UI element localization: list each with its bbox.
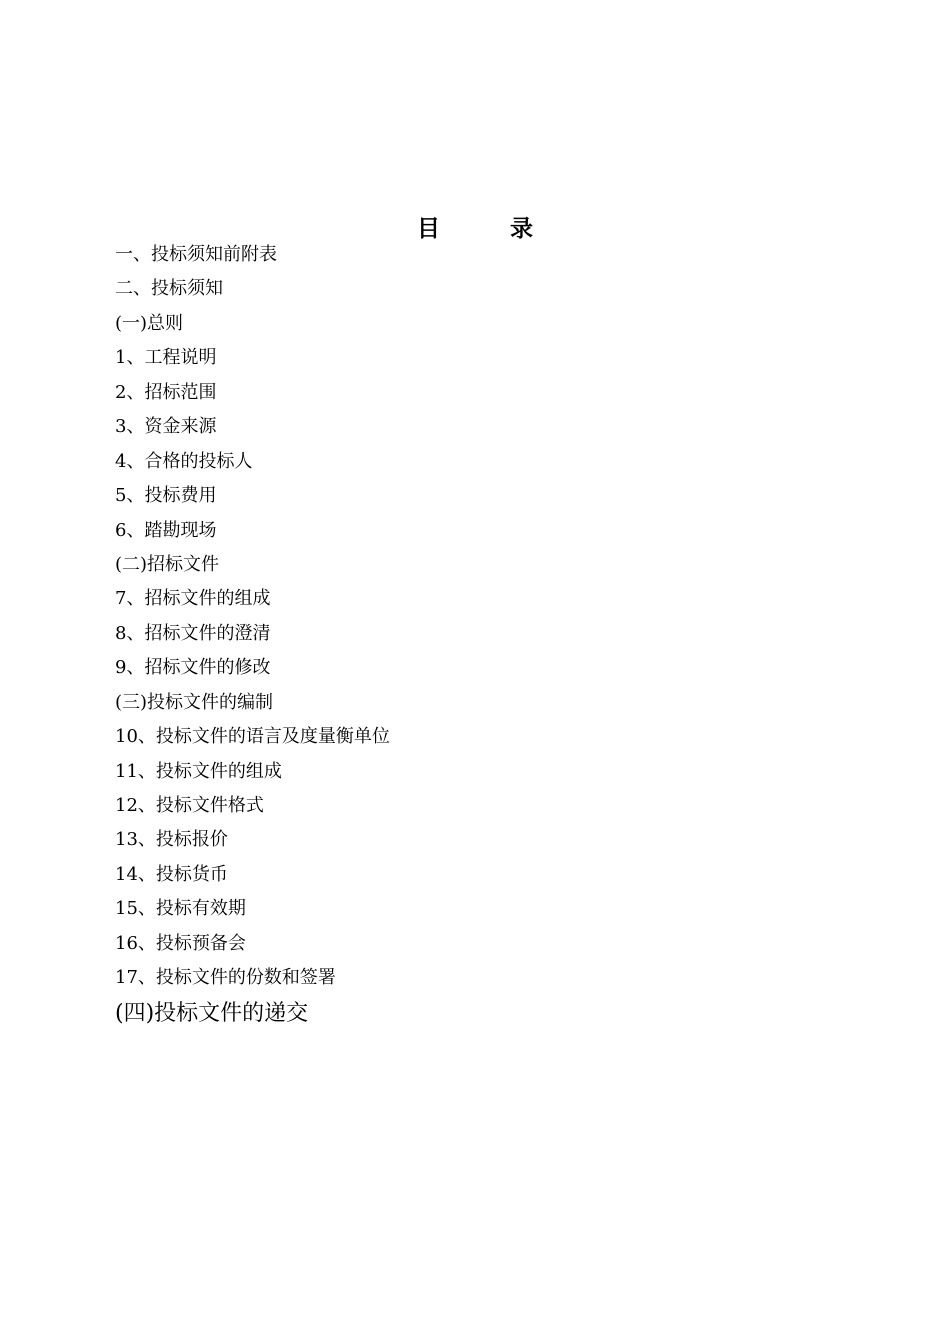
toc-entry: (二)招标文件 [115,553,220,575]
toc-title-left: 目 [417,216,440,242]
toc-entry: 2、招标范围 [115,381,217,403]
toc-entry: 4、合格的投标人 [115,450,253,472]
toc-entry: 9、招标文件的修改 [115,657,271,679]
toc-entry: 16、投标预备会 [115,932,246,954]
toc-entry: 17、投标文件的份数和签署 [115,967,336,989]
toc-entry: 5、投标费用 [115,485,217,507]
toc-entry: 二、投标须知 [115,278,223,300]
toc-entry: 10、投标文件的语言及度量衡单位 [115,726,390,748]
toc-list [115,238,390,1032]
toc-entry: 7、招标文件的组成 [115,588,271,610]
toc-entry: 一、投标须知前附表 [115,244,277,265]
toc-entry: (四)投标文件的递交 [115,1000,309,1026]
toc-entry: 11、投标文件的组成 [115,760,282,782]
toc-entry: 15、投标有效期 [115,898,246,920]
toc-entry: 1、工程说明 [115,347,217,369]
toc-entry: 6、踏勘现场 [115,519,217,541]
toc-entry: 8、招标文件的澄清 [115,622,271,644]
toc-entry: 12、投标文件格式 [115,795,264,816]
toc-entry: 13、投标报价 [115,829,228,851]
toc-entry: (三)投标文件的编制 [115,691,274,713]
toc-entry: 3、资金来源 [115,416,217,438]
toc-entry: 14、投标货币 [115,863,228,885]
toc-title-right: 录 [510,216,533,242]
toc-entry: (一)总则 [115,312,184,334]
